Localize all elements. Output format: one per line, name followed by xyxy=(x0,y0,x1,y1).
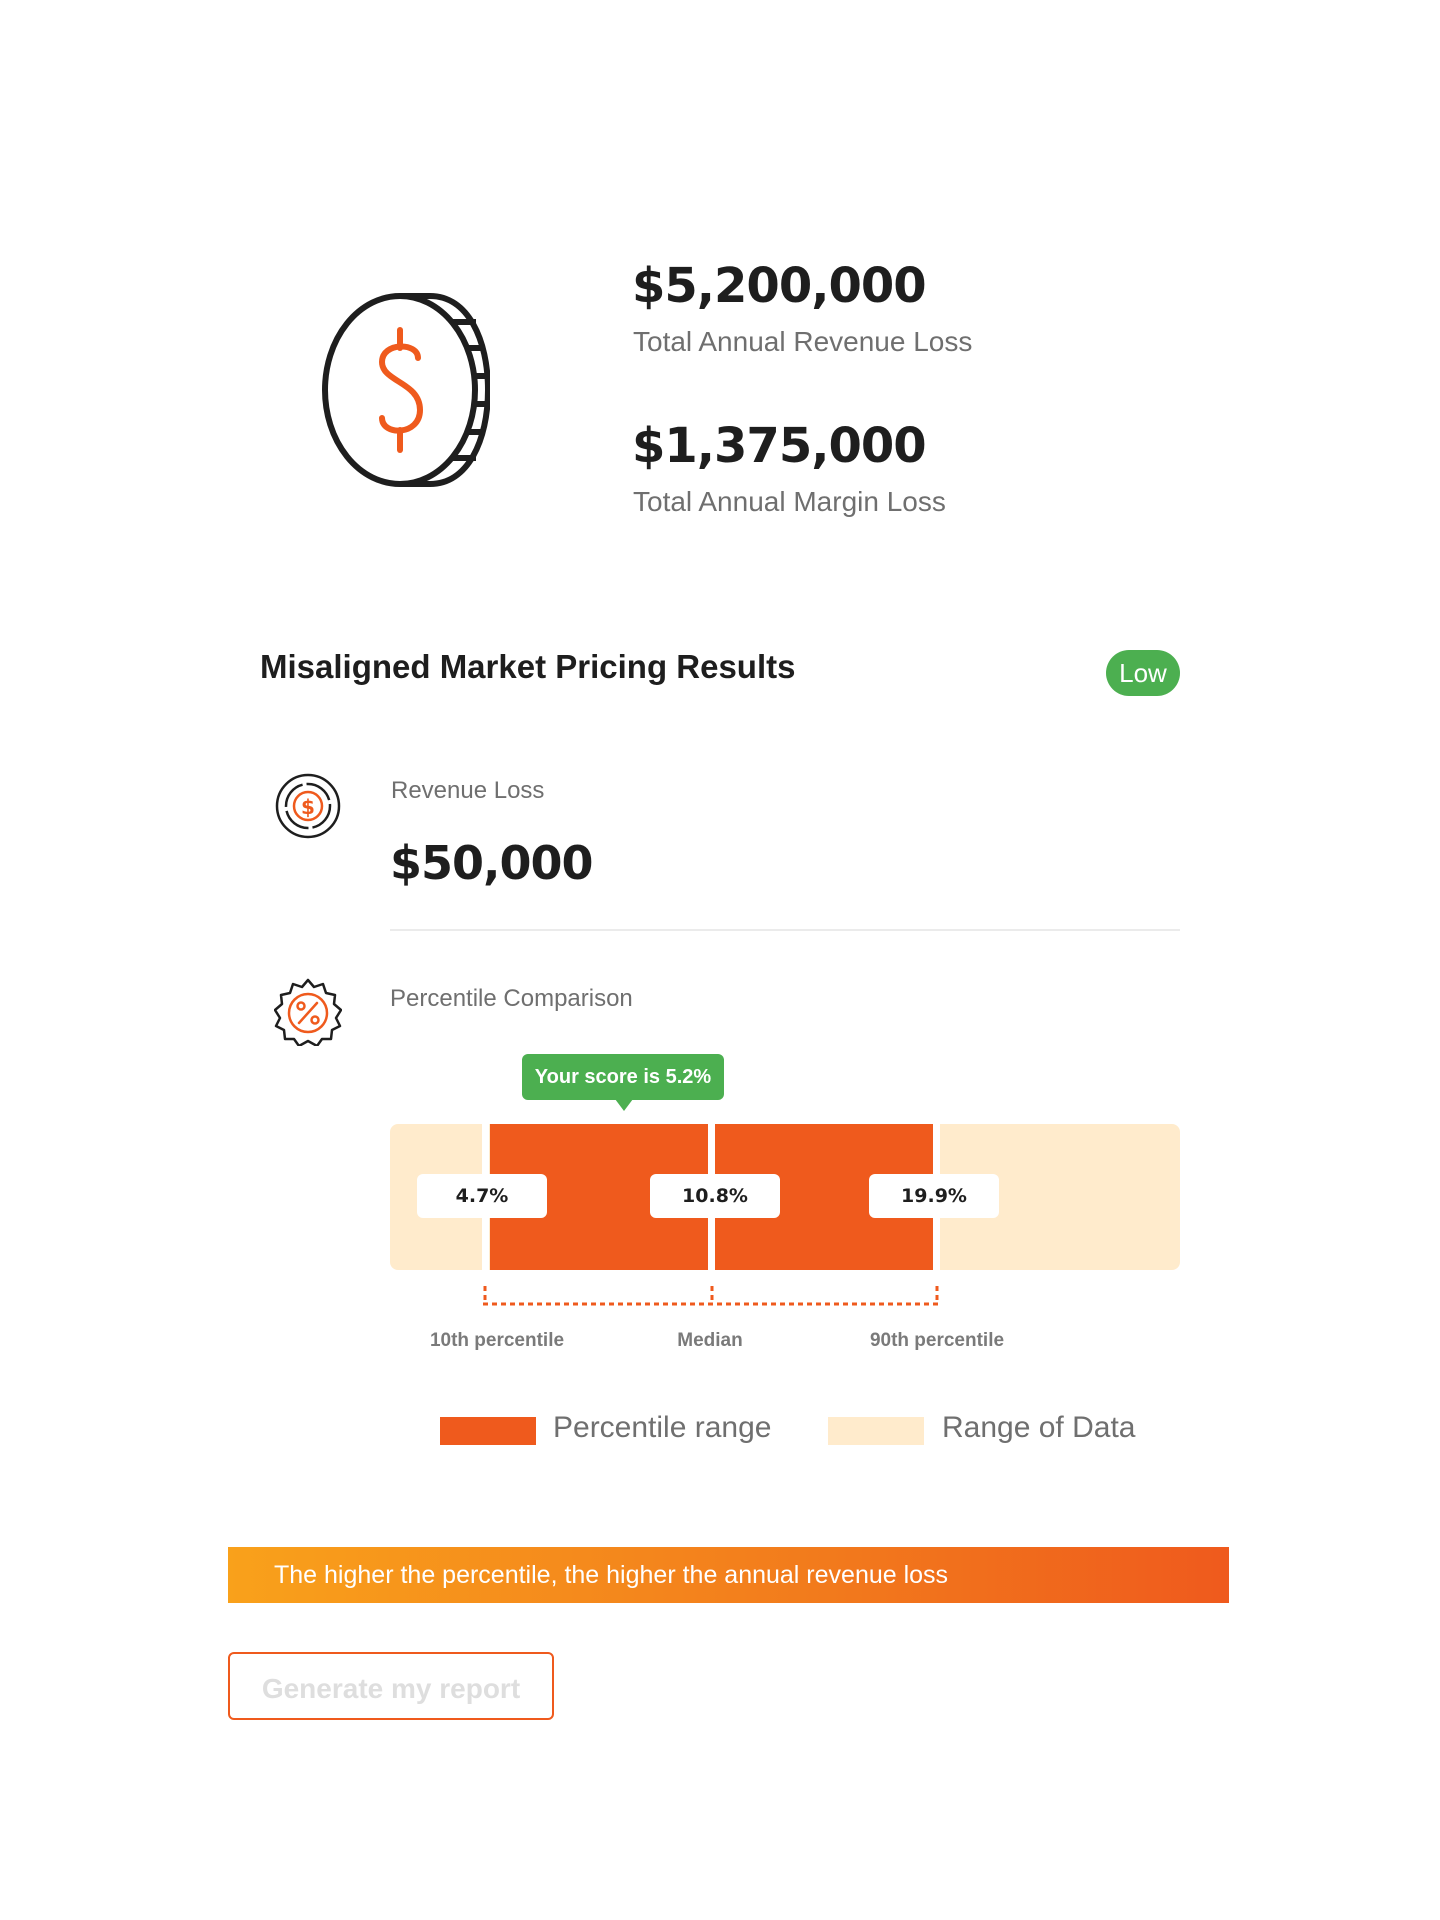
legend-range-of-data: Range of Data xyxy=(942,1411,1136,1444)
median-value: 10.8% xyxy=(650,1174,780,1218)
target-dollar-icon xyxy=(274,772,342,840)
info-banner-text: The higher the percentile, the higher the annual revenue loss xyxy=(274,1561,949,1589)
percent-badge-icon xyxy=(274,978,342,1046)
divider xyxy=(390,929,1180,931)
section-title: Misaligned Market Pricing Results xyxy=(260,648,796,685)
coin-dollar-icon xyxy=(318,290,490,490)
score-tooltip-pointer xyxy=(615,1099,633,1111)
info-banner xyxy=(228,1547,1229,1603)
total-margin-loss-label: Total Annual Margin Loss xyxy=(633,486,946,517)
median-label: Median xyxy=(677,1330,743,1351)
p90-value: 19.9% xyxy=(869,1174,999,1218)
legend-percentile-range: Percentile range xyxy=(553,1411,772,1444)
percentile-bracket xyxy=(483,1286,939,1306)
p90-label: 90th percentile xyxy=(869,1330,1005,1351)
legend-swatch-range-of-data xyxy=(828,1417,924,1445)
total-revenue-loss-label: Total Annual Revenue Loss xyxy=(633,326,973,357)
total-margin-loss-value: $1,375,000 xyxy=(632,418,926,474)
generate-report-button[interactable]: Generate my report xyxy=(228,1652,554,1720)
risk-level-badge: Low xyxy=(1106,650,1180,696)
total-revenue-loss-value: $5,200,000 xyxy=(632,258,926,314)
svg-text:$: $ xyxy=(301,795,315,819)
legend-swatch-percentile-range xyxy=(440,1417,536,1445)
p10-value: 4.7% xyxy=(417,1174,547,1218)
p10-label: 10th percentile xyxy=(429,1330,565,1351)
percentile-comparison-label: Percentile Comparison xyxy=(390,985,633,1012)
revenue-loss-value: $50,000 xyxy=(390,836,593,890)
score-tooltip: Your score is 5.2% xyxy=(522,1054,724,1100)
revenue-loss-label: Revenue Loss xyxy=(391,777,545,804)
